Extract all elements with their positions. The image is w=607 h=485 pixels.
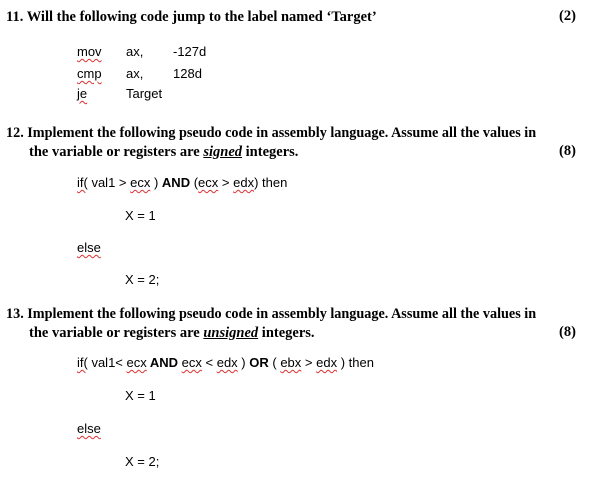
q13-cond-part: >	[301, 355, 317, 370]
q12-else-keyword: else	[77, 240, 101, 255]
q11-arg2-mov: -127d	[173, 44, 207, 59]
q11-title: 11. Will the following code jump to the label named ‘Target’	[6, 9, 377, 25]
q12-condition	[77, 175, 287, 190]
q12-and-keyword: AND	[161, 175, 191, 190]
q11-label-target: Target	[126, 86, 163, 101]
q13-cond-part: val1<	[87, 355, 127, 370]
q13-title-emphasis: unsigned	[203, 325, 259, 341]
q13-reg-ecx-2: ecx	[181, 355, 202, 370]
q13-reg-ecx-1: ecx	[126, 355, 147, 370]
q12-cond-part: >	[218, 175, 234, 190]
q13-title-pre: the variable or registers are	[29, 325, 204, 341]
q13-cond-part: (	[268, 355, 281, 370]
q12-cond-part: val1 >	[87, 175, 131, 190]
q12-title-line1: 12. Implement the following pseudo code in assembly language. Assume all the values in	[6, 125, 537, 141]
q12-else-statement: X = 2;	[125, 272, 160, 287]
q12-title-line2	[29, 143, 298, 162]
q13-else-keyword: else	[77, 421, 101, 436]
q12-cond-part: )	[150, 175, 162, 190]
q12-reg-ecx-2: ecx	[198, 175, 219, 190]
q13-else-statement: X = 2;	[125, 454, 160, 469]
q13-then-statement: X = 1	[125, 388, 156, 403]
q12-cond-part: ) then	[254, 175, 288, 190]
q12-reg-ecx-1: ecx	[130, 175, 151, 190]
q13-title-line1: 13. Implement the following pseudo code in assembly language. Assume all the values in	[6, 306, 537, 322]
q13-or-keyword: OR	[249, 355, 269, 370]
q12-title-emphasis: signed	[203, 144, 243, 160]
q12-marks: (8)	[559, 143, 576, 159]
q12-reg-edx: edx	[233, 175, 255, 190]
q11-op-cmp: cmp	[77, 66, 102, 81]
q11-op-je: je	[77, 86, 88, 101]
q12-then-statement: X = 1	[125, 208, 156, 223]
q12-title-pre: the variable or registers are	[29, 144, 204, 160]
q12-title-post: integers.	[242, 144, 299, 160]
q13-reg-edx-1: edx	[216, 355, 238, 370]
q13-title-line2	[29, 324, 315, 343]
q13-title-post: integers.	[258, 325, 315, 341]
q13-marks: (8)	[559, 324, 576, 340]
q13-if-keyword: if(	[77, 355, 88, 370]
q12-if-keyword: if(	[77, 175, 88, 190]
q11-op-mov: mov	[77, 44, 102, 59]
q13-cond-part: ) then	[337, 355, 374, 370]
q13-cond-part: <	[201, 355, 217, 370]
q11-marks: (2)	[559, 8, 576, 24]
q12-cond-part: (	[190, 175, 199, 190]
q13-reg-edx-2: edx	[316, 355, 338, 370]
q13-condition	[77, 355, 374, 370]
q11-arg2-cmp: 128d	[173, 66, 202, 81]
q13-and-keyword: AND	[146, 355, 182, 370]
q13-reg-ebx: ebx	[280, 355, 302, 370]
q11-arg1-cmp: ax,	[126, 66, 144, 81]
q11-arg1-mov: ax,	[126, 44, 144, 59]
q13-cond-part: )	[237, 355, 250, 370]
